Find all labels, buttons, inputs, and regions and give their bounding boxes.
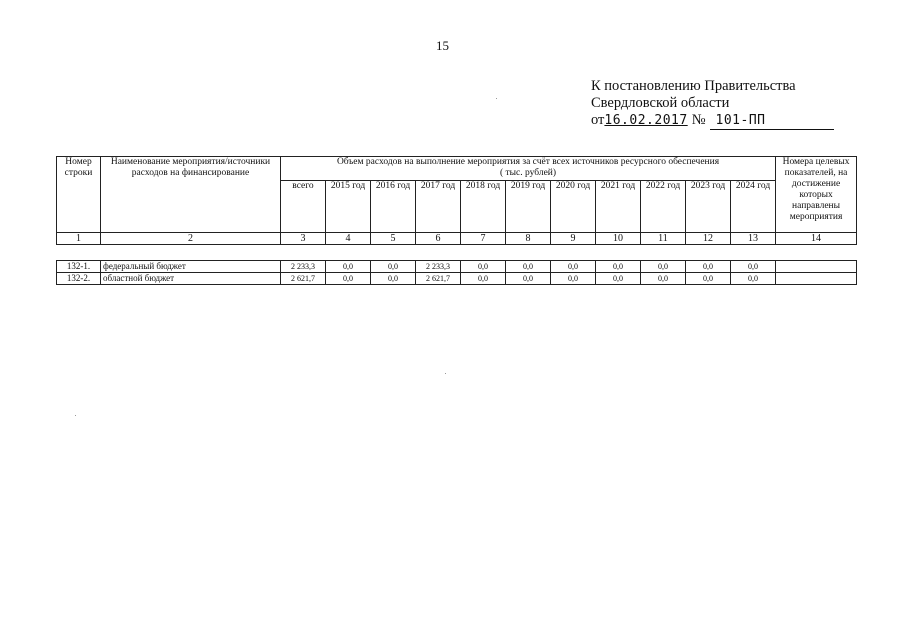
row-value: 0,0	[506, 261, 551, 273]
column-number: 3	[281, 233, 326, 245]
header-name: Наименование мероприятия/источники расходов на финансирование	[101, 157, 281, 233]
header-volume-text: Объем расходов на выполнение мероприятия за счёт всех источников ресурсного обеспечения	[336, 157, 720, 167]
expenses-table-header	[56, 156, 857, 245]
row-number: 132-1.	[57, 261, 101, 273]
expenses-table-body	[56, 260, 857, 285]
row-value: 0,0	[731, 261, 776, 273]
row-value: 0,0	[551, 261, 596, 273]
row-value: 0,0	[551, 273, 596, 285]
column-number: 2	[101, 233, 281, 245]
header-year: 2018 год	[461, 181, 506, 233]
row-value: 0,0	[371, 261, 416, 273]
column-number: 13	[731, 233, 776, 245]
column-number: 5	[371, 233, 416, 245]
row-value: 0,0	[506, 273, 551, 285]
header-year: 2019 год	[506, 181, 551, 233]
row-target	[776, 273, 857, 285]
column-number: 1	[57, 233, 101, 245]
row-total: 2 621,7	[281, 273, 326, 285]
row-value: 0,0	[371, 273, 416, 285]
row-value: 0,0	[326, 261, 371, 273]
row-value: 2 621,7	[416, 273, 461, 285]
column-number: 4	[326, 233, 371, 245]
row-value: 0,0	[641, 273, 686, 285]
header-year: 2022 год	[641, 181, 686, 233]
resolution-date: 16.02.2017	[604, 113, 688, 128]
header-year: 2021 год	[596, 181, 641, 233]
column-number: 14	[776, 233, 857, 245]
column-number: 7	[461, 233, 506, 245]
header-volume-unit: ( тыс. рублей)	[499, 168, 557, 178]
page-number: 15	[436, 38, 449, 53]
column-number: 6	[416, 233, 461, 245]
header-total: всего	[281, 181, 326, 233]
row-value: 0,0	[596, 261, 641, 273]
row-total: 2 233,3	[281, 261, 326, 273]
row-number: 132-2.	[57, 273, 101, 285]
column-number: 8	[506, 233, 551, 245]
row-name: федеральный бюджет	[101, 261, 281, 273]
header-year: 2016 год	[371, 181, 416, 233]
column-number: 12	[686, 233, 731, 245]
scan-speck	[75, 415, 76, 416]
header-year: 2017 год	[416, 181, 461, 233]
row-value: 0,0	[686, 261, 731, 273]
resolution-number-field	[710, 112, 834, 130]
row-value: 0,0	[461, 261, 506, 273]
resolution-line-2: Свердловской области	[591, 95, 730, 111]
resolution-date-line	[591, 112, 834, 130]
header-row-number: Номер строки	[57, 157, 101, 233]
header-year: 2020 год	[551, 181, 596, 233]
resolution-date-prefix: от	[591, 112, 605, 128]
row-value: 0,0	[641, 261, 686, 273]
column-number: 9	[551, 233, 596, 245]
row-value: 0,0	[461, 273, 506, 285]
table-row	[57, 273, 857, 285]
header-year: 2023 год	[686, 181, 731, 233]
row-value: 0,0	[686, 273, 731, 285]
header-year: 2024 год	[731, 181, 776, 233]
row-name: областной бюджет	[101, 273, 281, 285]
resolution-number-sign: №	[691, 112, 706, 128]
row-value: 2 233,3	[416, 261, 461, 273]
resolution-line-1: К постановлению Правительства	[591, 78, 796, 94]
column-number: 11	[641, 233, 686, 245]
header-volume	[281, 157, 776, 181]
resolution-reference	[591, 78, 834, 130]
resolution-number: 101-ПП	[715, 113, 766, 128]
row-target	[776, 261, 857, 273]
column-number: 10	[596, 233, 641, 245]
header-target: Номера целевых показателей, на достижение которых направлены мероприятия	[776, 157, 857, 233]
scan-speck	[496, 98, 497, 99]
header-year: 2015 год	[326, 181, 371, 233]
row-value: 0,0	[326, 273, 371, 285]
table-row	[57, 261, 857, 273]
row-value: 0,0	[596, 273, 641, 285]
scan-speck	[445, 373, 446, 374]
row-value: 0,0	[731, 273, 776, 285]
